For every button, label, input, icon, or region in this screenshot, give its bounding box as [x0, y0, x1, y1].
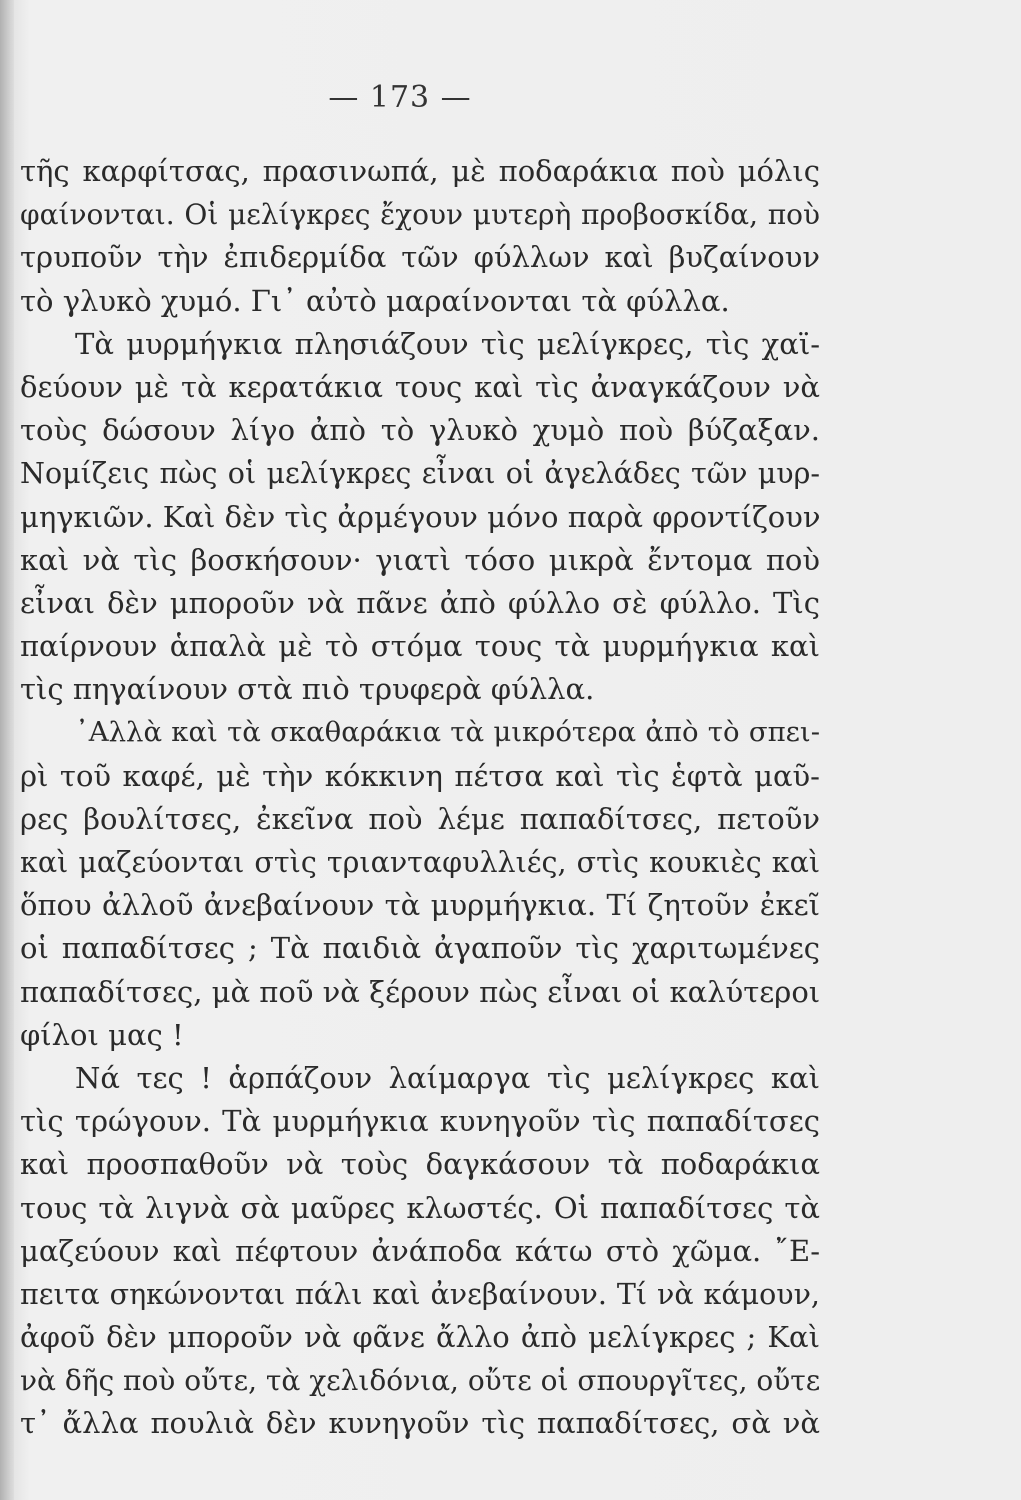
- text-line: τρυποῦν τὴν ἐπιδερμίδα τῶν φύλλων καὶ βυζαίνουν: [20, 240, 820, 275]
- text-line: παίρνουν ἁπαλὰ μὲ τὸ στόμα τους τὰ μυρμήγκια καὶ: [20, 629, 820, 664]
- text-line: τὶς τρώγουν. Τὰ μυρμήγκια κυνηγοῦν τὶς παπαδίτσες: [20, 1104, 820, 1139]
- text-line: φαίνονται. Οἱ μελίγκρες ἔχουν μυτερὴ προβοσκίδα, ποὺ: [20, 198, 820, 232]
- text-line: Τὰ μυρμήγκια πλησιάζουν τὶς μελίγκρες, τὶς χαϊ-: [75, 326, 820, 361]
- text-line: παπαδίτσες, μὰ ποῦ νὰ ξέρουν πὼς εἶναι οἱ καλύτεροι: [20, 974, 821, 1009]
- text-line: τ᾿ ἄλλα πουλιὰ δὲν κυνηγοῦν τὶς παπαδίτσες, σὰ νὰ: [20, 1406, 820, 1441]
- text-line: Νά τες ! ἁρπάζουν λαίμαργα τὶς μελίγκρες καὶ: [75, 1060, 820, 1095]
- text-line: ὅπου ἀλλοῦ ἀνεβαίνουν τὰ μυρμήγκια. Τί ζητοῦν ἐκεῖ: [20, 888, 820, 923]
- page-number: — 173 —: [328, 80, 472, 115]
- text-line: ρὶ τοῦ καφέ, μὲ τὴν κόκκινη πέτσα καὶ τὶς ἑφτὰ μαῦ-: [20, 758, 820, 793]
- text-line: πειτα σηκώνονται πάλι καὶ ἀνεβαίνουν. Τί νὰ κάμουν,: [20, 1277, 820, 1311]
- text-line: τῆς καρφίτσας, πρασινωπά, μὲ ποδαράκια ποὺ μόλις: [20, 154, 820, 188]
- text-line: μαζεύουν καὶ πέφτουν ἀνάποδα κάτω στὸ χῶμα. ῎Ε-: [20, 1233, 820, 1268]
- page-body: [20, 150, 820, 1446]
- text-line: εἶναι δὲν μποροῦν νὰ πᾶνε ἀπὸ φύλλο σὲ φύλλο. Τὶς: [20, 585, 820, 620]
- text-line: Νομίζεις πὼς οἱ μελίγκρες εἶναι οἱ ἀγελάδες τῶν μυρ-: [20, 457, 820, 491]
- text-line: νὰ δῆς ποὺ οὔτε, τὰ χελιδόνια, οὔτε οἱ σπουργῖτες, οὔτε: [20, 1364, 821, 1398]
- page-spine-shadow: [0, 0, 14, 1500]
- text-line: μηγκιῶν. Καὶ δὲν τὶς ἀρμέγουν μόνο παρὰ φροντίζουν: [20, 499, 821, 534]
- text-line: καὶ μαζεύονται στὶς τριανταφυλλιές, στὶς κουκιὲς καὶ: [20, 846, 820, 879]
- text-line: τους τὰ λιγνὰ σὰ μαῦρες κλωστές. Οἱ παπαδίτσες τὰ: [20, 1190, 820, 1225]
- text-line: ᾿Αλλὰ καὶ τὰ σκαθαράκια τὰ μικρότερα ἀπὸ τὸ σπει-: [75, 716, 820, 749]
- text-line: φίλοι μας !: [20, 1017, 184, 1052]
- text-line: τὶς πηγαίνουν στὰ πιὸ τρυφερὰ φύλλα.: [20, 672, 595, 707]
- text-line: ἀφοῦ δὲν μποροῦν νὰ φᾶνε ἄλλο ἀπὸ μελίγκρες ; Καὶ: [20, 1320, 820, 1355]
- text-line: ρες βουλίτσες, ἐκεῖνα ποὺ λέμε παπαδίτσες, πετοῦν: [20, 801, 820, 836]
- text-line: τὸ γλυκὸ χυμό. Γι᾿ αὐτὸ μαραίνονται τὰ φύλλα.: [20, 283, 730, 318]
- text-line: δεύουν μὲ τὰ κερατάκια τους καὶ τὶς ἀναγκάζουν νὰ: [20, 369, 820, 404]
- text-line: τοὺς δώσουν λίγο ἀπὸ τὸ γλυκὸ χυμὸ ποὺ βύζαξαν.: [20, 413, 820, 448]
- text-line: καὶ νὰ τὶς βοσκήσουν· γιατὶ τόσο μικρὰ ἔντομα ποὺ: [20, 542, 820, 577]
- text-line: οἱ παπαδίτσες ; Τὰ παιδιὰ ἀγαποῦν τὶς χαριτωμένες: [20, 931, 820, 966]
- text-line: καὶ προσπαθοῦν νὰ τοὺς δαγκάσουν τὰ ποδαράκια: [20, 1147, 820, 1182]
